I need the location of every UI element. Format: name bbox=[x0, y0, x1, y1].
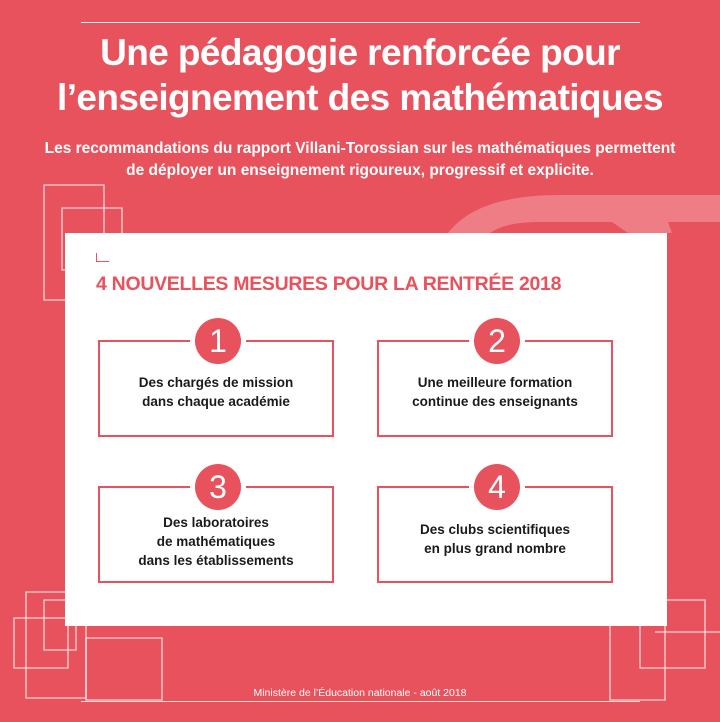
measure-text-4-line-2: en plus grand nombre bbox=[424, 541, 566, 556]
measure-text-3-line-3: dans les établissements bbox=[138, 553, 294, 568]
measure-text-1-line-2: dans chaque académie bbox=[142, 394, 290, 409]
measure-text-3-line-1: Des laboratoires bbox=[163, 515, 269, 530]
measure-text-1-line-1: Des chargés de mission bbox=[138, 375, 294, 390]
measure-number-1: 1 bbox=[195, 318, 241, 364]
measure-number-4: 4 bbox=[474, 464, 520, 510]
measure-text-2 bbox=[377, 373, 613, 411]
pi-symbol-watermark-icon bbox=[448, 195, 720, 233]
page-title-line-2: l’enseignement des mathématiques bbox=[57, 77, 663, 118]
page-title bbox=[40, 30, 680, 120]
measure-text-3 bbox=[98, 513, 334, 570]
measure-text-2-line-2: continue des enseignants bbox=[412, 394, 578, 409]
card-heading: 4 NOUVELLES MESURES POUR LA RENTRÉE 2018 bbox=[96, 273, 562, 295]
measure-text-4-line-1: Des clubs scientifiques bbox=[419, 522, 571, 537]
corner-bracket bbox=[96, 253, 109, 262]
page-title-line-1: Une pédagogie renforcée pour bbox=[100, 32, 620, 73]
page-subtitle-line-2: de déployer un enseignement rigoureux, progressif et explicite. bbox=[126, 162, 594, 179]
measure-number-3: 3 bbox=[195, 464, 241, 510]
measure-number-2: 2 bbox=[474, 318, 520, 364]
measure-text-3-line-2: de mathématiques bbox=[156, 534, 276, 549]
footer-credit: Ministère de l’Éducation nationale - août 2018 bbox=[253, 687, 467, 699]
measure-text-2-line-1: Une meilleure formation bbox=[417, 375, 573, 390]
page-subtitle bbox=[30, 138, 690, 182]
top-rule bbox=[81, 22, 640, 23]
measure-text-1 bbox=[98, 373, 334, 411]
bottom-rule bbox=[81, 701, 640, 702]
page-subtitle-line-1: Les recommandations du rapport Villani-Torossian sur les mathématiques permettent bbox=[44, 140, 676, 157]
measure-text-4 bbox=[377, 520, 613, 558]
